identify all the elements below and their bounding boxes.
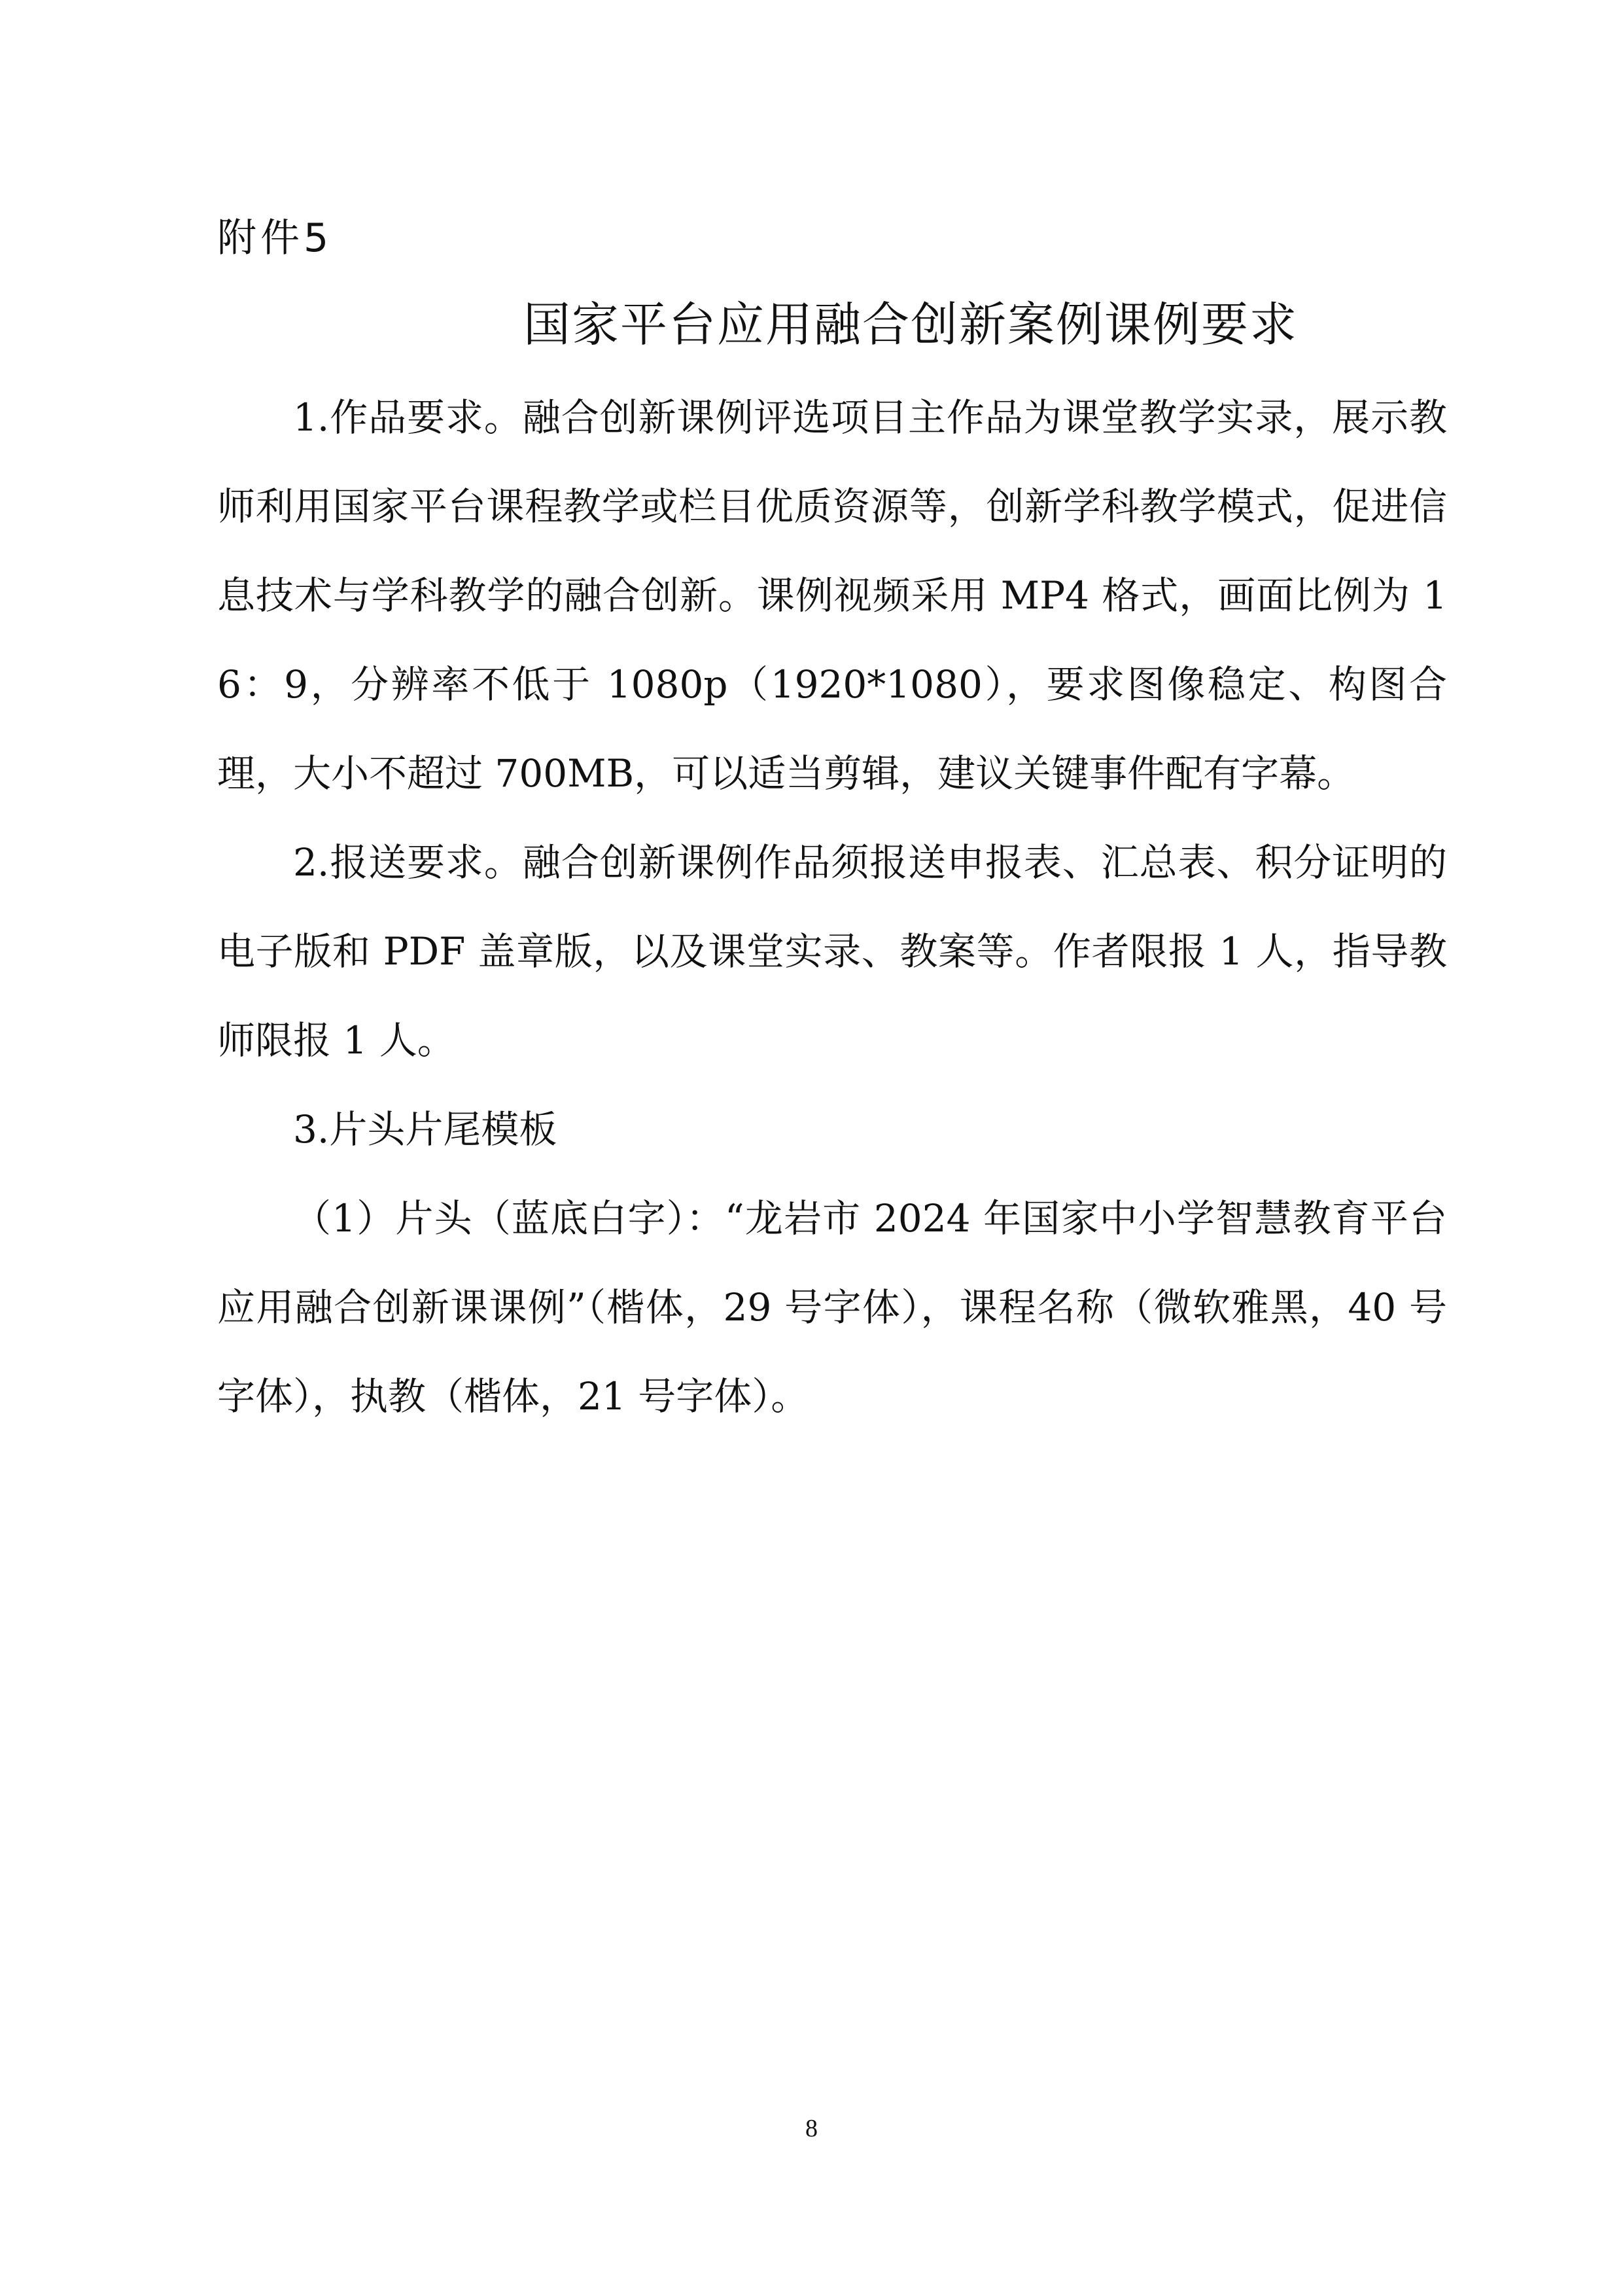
page-number: 8 <box>805 2115 818 2142</box>
attachment-label: 附件5 <box>217 215 333 261</box>
paragraph-work-requirements: 1.作品要求。融合创新课例评选项目主作品为课堂教学实录，展示教师利用国家平台课程教学或栏目优质资源等，创新学科教学模式，促进信息技术与学科教学的融合创新。课例视频采用 MP4 格式，画面比例为 16：9，分辨率不低于 1080p（1920*1080），要求图像稳定、构图合理，大小不超过 700MB，可以适当剪辑，建议关键事件配有字幕。 <box>217 395 1447 796</box>
paragraph-template-heading: 3.片头片尾模板 <box>293 1107 557 1152</box>
paragraph-submission-requirements: 2.报送要求。融合创新课例作品须报送申报表、汇总表、积分证明的电子版和 PDF 盖章版，以及课堂实录、教案等。作者限报 1 人，指导教师限报 1 人。 <box>217 840 1447 1063</box>
document-body <box>217 373 1447 1441</box>
paragraph-opening-credits: （1）片头（蓝底白字）：“龙岩市 2024 年国家中小学智慧教育平台应用融合创新课课例”（楷体，29 号字体），课程名称（微软雅黑，40 号字体），执教（楷体，21 号字体）。 <box>217 1196 1447 1419</box>
document-title: 国家平台应用融合创新案例课例要求 <box>523 297 1299 352</box>
